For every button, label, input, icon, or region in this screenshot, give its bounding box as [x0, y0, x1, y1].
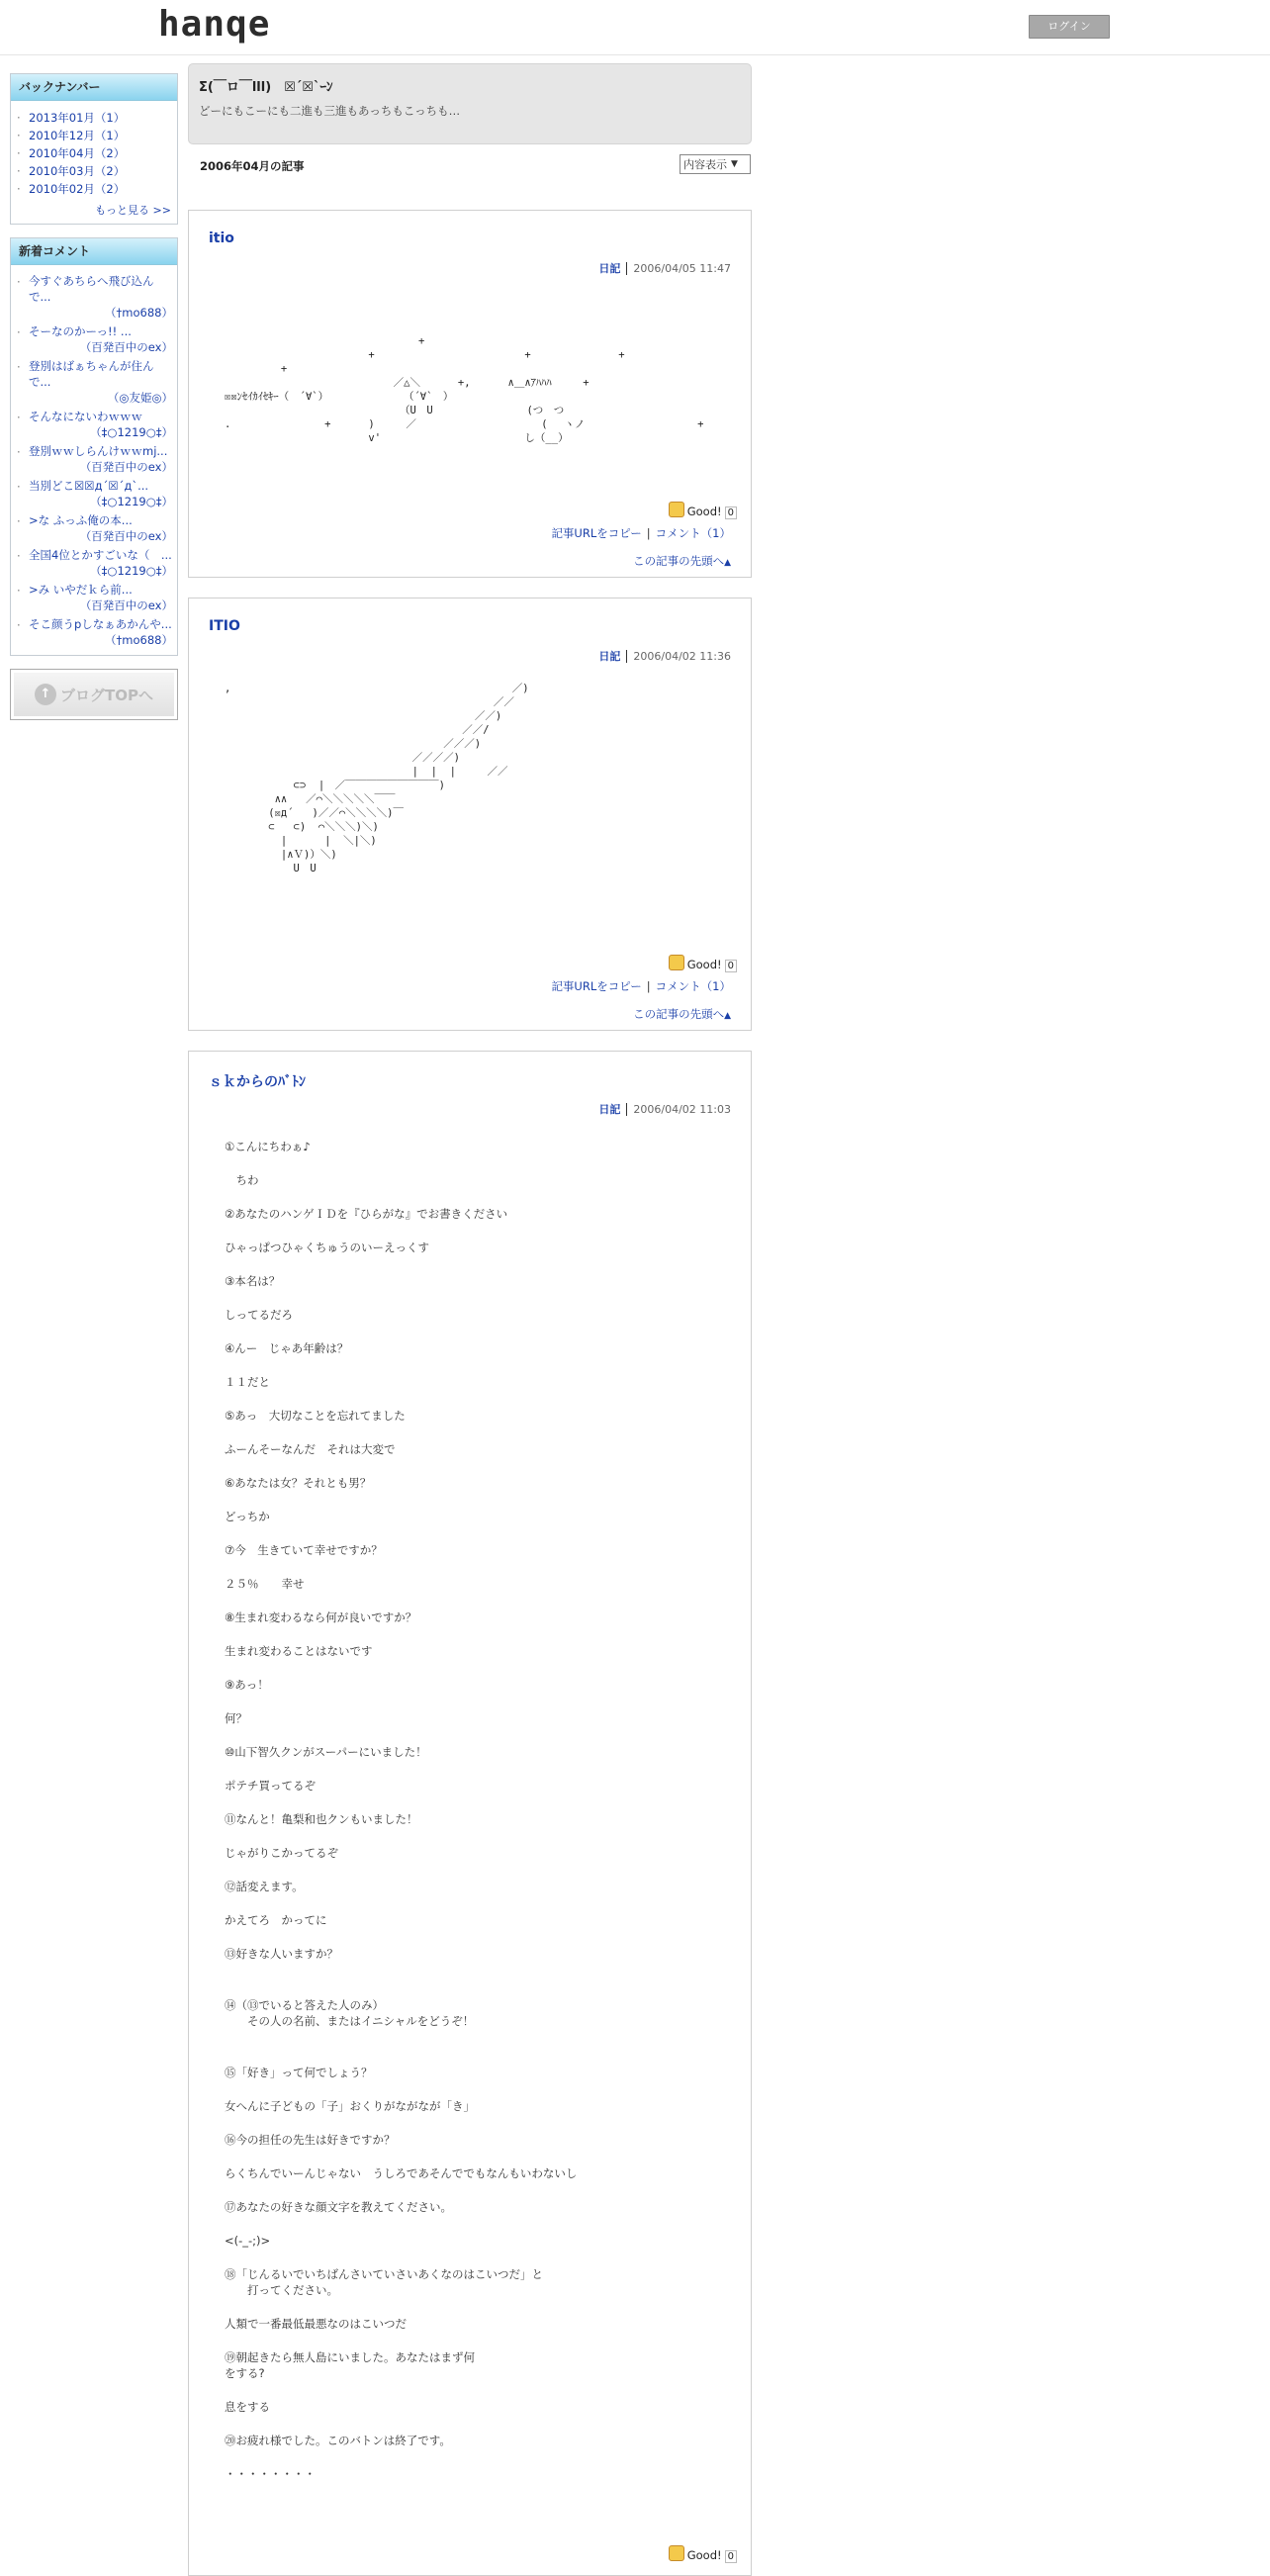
- question-line: ⑱「じんるいでいちばんさいていさいあくなのはこいつだ」と 打ってください。: [225, 2267, 543, 2297]
- bullet-icon: ·: [17, 360, 21, 374]
- bullet-icon: ·: [17, 146, 21, 160]
- bullet-icon: ·: [17, 618, 21, 632]
- answer-line: どっちか: [225, 1510, 270, 1523]
- bullet-icon: ·: [17, 325, 21, 339]
- blog-description: どーにもこーにも二進も三進もあっちもこっちも…: [199, 104, 461, 118]
- comments-box: [10, 237, 178, 656]
- answer-line: ・・・・・・・・: [225, 2467, 316, 2481]
- bullet-icon: ·: [17, 411, 21, 424]
- comment-link[interactable]: コメント（1）: [655, 526, 731, 540]
- bullet-icon: ·: [17, 445, 21, 459]
- to-top-link[interactable]: この記事の先頭へ▲: [633, 1007, 731, 1021]
- comment-user: （‡○1219○‡）: [90, 495, 173, 508]
- comment-user: （百発百中のex）: [79, 529, 173, 543]
- bullet-icon: ·: [17, 275, 21, 289]
- comment-title: 今すぐあちらへ飛び込んで...: [29, 274, 154, 304]
- comment-title: そんなにないわｗｗｗ: [29, 410, 142, 423]
- comments-title: 新着コメント: [11, 238, 177, 265]
- good-icon: [669, 2545, 684, 2561]
- answer-line: ２５％ 幸せ: [225, 1577, 305, 1591]
- question-line: ⑫話変えます。: [225, 1880, 304, 1893]
- archive-more-link[interactable]: もっと見る >>: [95, 204, 171, 217]
- archive-box: [10, 73, 178, 225]
- comment-user: （◎友姫◎）: [107, 391, 173, 405]
- question-line: ⑦今 生きていて幸せですか？: [225, 1543, 383, 1557]
- comment-user: （百発百中のex）: [79, 598, 173, 612]
- bullet-icon: ·: [17, 549, 21, 563]
- question-line: ⑭（⑬でいると答えた人のみ） その人の名前、またはイニシャルをどうぞ！: [225, 1998, 475, 2028]
- good-icon: [669, 502, 684, 517]
- question-line: ⑥あなたは女？それとも男？: [225, 1476, 372, 1490]
- post-category[interactable]: 日記: [598, 650, 627, 663]
- post-category[interactable]: 日記: [598, 1103, 627, 1116]
- bullet-icon: ·: [17, 182, 21, 196]
- comment-item[interactable]: [17, 582, 173, 613]
- answer-line: かえてろ かってに: [225, 1913, 327, 1927]
- good-count: 0: [725, 960, 737, 972]
- month-label: 2006年04月の記事: [200, 159, 305, 173]
- hange-logo[interactable]: hanqe: [158, 4, 271, 45]
- comment-item[interactable]: [17, 409, 173, 440]
- comment-list: [11, 265, 177, 655]
- post-title[interactable]: itio: [209, 230, 234, 246]
- bullet-icon: ·: [17, 584, 21, 598]
- comment-title: 登別ｗｗしらんけｗｗmj...: [29, 444, 168, 458]
- copy-url-link[interactable]: 記事URLをコピー: [551, 979, 642, 993]
- question-line: ⑨あっ！: [225, 1678, 269, 1692]
- post-title[interactable]: ｓｋからのﾊﾞﾄﾝ: [209, 1074, 306, 1090]
- comment-item[interactable]: [17, 512, 173, 544]
- post-actions: 記事URLをコピー | コメント（1）: [551, 526, 731, 540]
- comment-item[interactable]: [17, 273, 173, 321]
- post-ITIO: [188, 598, 752, 1031]
- blog-top-button[interactable]: [10, 669, 178, 720]
- question-line: ⑧生まれ変わるなら何が良いですか？: [225, 1610, 417, 1624]
- comment-user: （‡○1219○‡）: [90, 564, 173, 578]
- view-mode-value: 内容表示: [683, 158, 727, 171]
- bullet-icon: ·: [17, 514, 21, 528]
- copy-url-link[interactable]: 記事URLをコピー: [551, 526, 642, 540]
- question-line: ⑰あなたの好きな顔文字を教えてください。: [225, 2200, 452, 2214]
- blog-title[interactable]: Σ(￣ロ￣lll) ☒´☒`ｰﾝ: [199, 80, 333, 95]
- archive-item[interactable]: [17, 162, 173, 180]
- comment-item[interactable]: [17, 323, 173, 355]
- comment-item[interactable]: [17, 547, 173, 579]
- comment-user: （†mo688）: [105, 633, 173, 647]
- question-line: ⑮「好き」って何でしょう？: [225, 2066, 373, 2079]
- question-line: ⑳お疲れ様でした。このバトンは終了です。: [225, 2434, 451, 2447]
- archive-item-label: 2013年01月（1）: [29, 111, 126, 125]
- answer-line: ちわ: [225, 1173, 259, 1187]
- up-arrow-icon: ↑: [35, 684, 56, 705]
- archive-item-label: 2010年03月（2）: [29, 164, 126, 178]
- question-line: ⑬好きな人いますか？: [225, 1947, 338, 1961]
- answer-line: ひゃっぱつひゃくちゅうのいーえっくす: [225, 1241, 429, 1254]
- archive-item[interactable]: [17, 144, 173, 162]
- comment-title: >み いやだｋら前...: [29, 583, 133, 597]
- question-line: ②あなたのハンゲＩＤを『ひらがな』でお書きください: [225, 1207, 508, 1221]
- comment-item[interactable]: [17, 478, 173, 509]
- question-line: ⑩山下智久クンがスーパーにいました！: [225, 1745, 427, 1759]
- archive-item[interactable]: [17, 127, 173, 144]
- comment-item[interactable]: [17, 616, 173, 648]
- question-line: ③本名は？: [225, 1274, 281, 1288]
- answer-line: ポテチ買ってるぞ: [225, 1779, 316, 1793]
- post-date: 2006/04/02 11:36: [633, 650, 731, 663]
- comment-title: >な ふっふ俺の本...: [29, 513, 133, 527]
- good-icon: [669, 955, 684, 970]
- post-category[interactable]: 日記: [598, 262, 627, 275]
- bullet-icon: ·: [17, 111, 21, 125]
- comment-item[interactable]: [17, 443, 173, 475]
- question-line: ⑪なんと！亀梨和也クンもいました！: [225, 1812, 418, 1826]
- archive-item-label: 2010年12月（1）: [29, 129, 126, 142]
- ascii-art: , ／) ／／ ／／) ／／/ ／／／) ／／／／) | | | ／／ ⊂⊃ | ／￣￣￣￣￣￣￣￣￣) ∧∧ ／⌒＼＼＼＼＼￣￣ (☒д´ )／／⌒＼＼＼＼)￣ ⊂ ⊂) ⌒＼＼＼)＼) | | ＼|＼) |∧Ｖ)）＼) U U: [225, 683, 529, 874]
- comment-title: 当別どこ☒☒д´☒´д`...: [29, 479, 149, 493]
- comment-link[interactable]: コメント（1）: [655, 979, 731, 993]
- blog-top-label: ブログTOPへ: [60, 686, 153, 704]
- triangle-up-icon: ▲: [724, 558, 731, 568]
- answer-line: ふーんそーなんだ それは大変で: [225, 1442, 396, 1456]
- header: [0, 0, 1270, 55]
- comment-title: そこ颜うpしなぁあかんや...: [29, 617, 172, 631]
- answer-line: じゃがりこかってるぞ: [225, 1846, 338, 1860]
- comment-title: 全国4位とかすごいな（ ...: [29, 548, 172, 562]
- good-button[interactable]: Good! 0: [669, 955, 737, 971]
- archive-item-label: 2010年04月（2）: [29, 146, 126, 160]
- answer-line: しってるだろ: [225, 1308, 293, 1322]
- comment-user: （百発百中のex）: [79, 340, 173, 354]
- comment-user: （†mo688）: [105, 306, 173, 320]
- question-line: ⑯今の担任の先生は好きですか？: [225, 2133, 396, 2147]
- main-content: [188, 63, 752, 2562]
- comment-title: そーなのかーっ!! ...: [29, 324, 132, 338]
- answer-line: らくちんでいーんじゃない うしろであそんででもなんもいわないし: [225, 2166, 578, 2180]
- comment-user: （‡○1219○‡）: [90, 425, 173, 439]
- post-date: 2006/04/05 11:47: [633, 262, 731, 275]
- question-line: ⑲朝起きたら無人島にいました。あなたはまず何 をする?: [225, 2350, 475, 2380]
- answer-line: <(-_-;)>: [225, 2234, 271, 2248]
- question-line: ①こんにちわぁ♪: [225, 1140, 311, 1153]
- good-button[interactable]: Good! 0: [669, 2545, 737, 2562]
- post-baton: [188, 1051, 752, 2576]
- comment-title: 登別はばぁちゃんが住んで...: [29, 359, 154, 389]
- good-button[interactable]: Good! 0: [669, 502, 737, 518]
- archive-list: [11, 101, 177, 202]
- triangle-up-icon: ▲: [724, 1011, 731, 1021]
- good-count: 0: [725, 506, 737, 519]
- archive-item[interactable]: [17, 109, 173, 127]
- answer-line: 息をする: [225, 2400, 270, 2414]
- login-button[interactable]: ログイン: [1029, 15, 1110, 39]
- post-actions: 記事URLをコピー | コメント（1）: [551, 979, 731, 993]
- answer-line: 女へんに子どもの「子」おくりがながなが「き」: [225, 2099, 475, 2113]
- to-top-link[interactable]: この記事の先頭へ▲: [633, 554, 731, 568]
- archive-item-label: 2010年02月（2）: [29, 182, 126, 196]
- post-meta: [598, 260, 731, 276]
- post-date: 2006/04/02 11:03: [633, 1103, 731, 1116]
- question-line: ⑤あっ 大切なことを忘れてました: [225, 1409, 406, 1423]
- view-mode-select[interactable]: [680, 154, 751, 174]
- answer-line: 人類で一番最低最悪なのはこいつだ: [225, 2317, 407, 2331]
- post-body: [225, 1139, 719, 2500]
- answer-line: １１だと: [225, 1375, 270, 1389]
- sidebar: [10, 73, 178, 720]
- bullet-icon: ·: [17, 164, 21, 178]
- post-meta: [598, 648, 731, 664]
- ascii-art: + + + + + ／△＼ +, ∧＿∧ｱﾊﾊﾊ + ☒☒ﾝｾｲｶｲｾｷｰ（ ´∀`） （´∀` ） （U U (つ つ . + ) ／ ( ヽノ + v' し（__）: [225, 335, 704, 444]
- archive-item[interactable]: [17, 180, 173, 198]
- post-meta: [598, 1101, 731, 1117]
- chevron-down-icon: ▼: [731, 159, 738, 169]
- blog-header: [188, 63, 752, 144]
- comment-item[interactable]: [17, 358, 173, 406]
- question-line: ④んー じゃあ年齢は？: [225, 1341, 349, 1355]
- comment-user: （百発百中のex）: [79, 460, 173, 474]
- post-title[interactable]: ITIO: [209, 618, 240, 634]
- post-itio: [188, 210, 752, 578]
- answer-line: 生まれ変わることはないです: [225, 1644, 373, 1658]
- good-count: 0: [725, 2550, 737, 2563]
- answer-line: 何？: [225, 1711, 247, 1725]
- bullet-icon: ·: [17, 129, 21, 142]
- archive-title: バックナンバー: [11, 74, 177, 101]
- bullet-icon: ·: [17, 480, 21, 494]
